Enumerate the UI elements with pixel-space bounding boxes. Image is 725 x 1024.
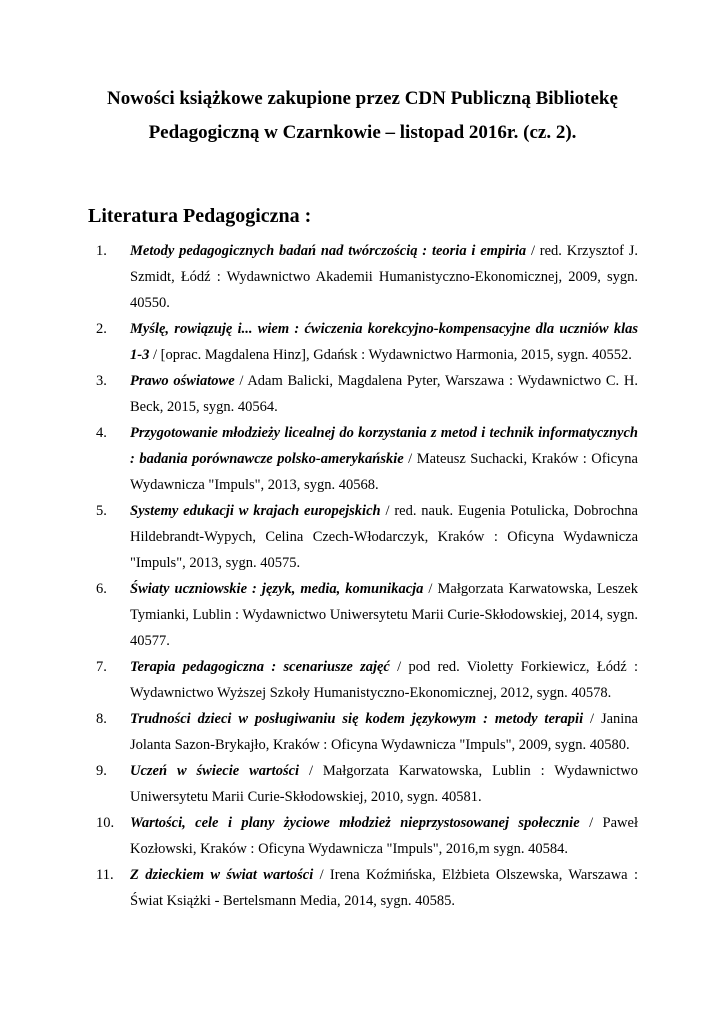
list-item [96,368,638,420]
book-list [96,238,638,914]
book-details: / pod red. Violetty Forkiewicz, Łódź : Wydawnictwo Wyższej Szkoły Humanistyczno-Ekonomicznej, 2012, sygn. 40578. [130,659,638,701]
item-number: 10. [96,815,115,831]
title-line-2: Pedagogiczną w Czarnkowie – listopad 2016r. (cz. 2). [148,122,577,143]
book-details: / Irena Koźmińska, Elżbieta Olszewska, Warszawa : Świat Książki - Bertelsmann Media, 2014, sygn. 40585. [130,867,638,909]
list-item [96,862,638,914]
book-title: Systemy edukacji w krajach europejskich [130,503,381,519]
item-number: 7. [96,659,107,675]
book-title: Prawo oświatowe [130,373,235,389]
book-title: Terapia pedagogiczna : scenariusze zajęć [130,659,390,675]
book-title: Przygotowanie młodzieży licealnej do korzystania z metod i technik informatycznych : badania porównawcze polsko-amerykańskie [130,425,638,467]
section-heading: Literatura Pedagogiczna : [88,205,312,227]
book-title: Wartości, cele i plany życiowe młodzież nieprzystosowanej społecznie [130,815,580,831]
item-number: 3. [96,373,107,389]
book-title: Uczeń w świecie wartości [130,763,300,779]
book-details: / Małgorzata Karwatowska, Lublin : Wydawnictwo Uniwersytetu Marii Curie-Skłodowskiej, 2010, sygn. 40581. [130,763,638,805]
book-title: Myślę, rowiązuję i... wiem : ćwiczenia korekcyjno-kompensacyjne dla uczniów klas 1-3 [130,321,638,363]
item-number: 5. [96,503,107,519]
item-number: 8. [96,711,107,727]
list-item [96,576,638,654]
item-number: 1. [96,243,107,259]
list-item [96,498,638,576]
list-item [96,706,638,758]
item-number: 4. [96,425,107,441]
book-details: / red. nauk. Eugenia Potulicka, Dobrochna Hildebrandt-Wypych, Celina Czech-Włodarczyk, Kraków : Oficyna Wydawnicza "Impuls", 2013, sygn. 40575. [130,503,638,571]
list-item [96,238,638,316]
page-title [40,82,685,150]
book-title: Z dzieckiem w świat wartości [130,867,314,883]
list-item [96,810,638,862]
book-details: / Adam Balicki, Magdalena Pyter, Warszawa : Wydawnictwo C. H. Beck, 2015, sygn. 40564. [130,373,638,415]
item-number: 2. [96,321,107,337]
item-number: 9. [96,763,107,779]
book-title: Trudności dzieci w posługiwaniu się kodem językowym : metody terapii [130,711,584,727]
book-details: / Małgorzata Karwatowska, Leszek Tymianki, Lublin : Wydawnictwo Uniwersytetu Marii Curie-Skłodowskiej, 2014, sygn. 40577. [130,581,638,649]
list-item [96,316,638,368]
book-details: / Mateusz Suchacki, Kraków : Oficyna Wydawnicza "Impuls", 2013, sygn. 40568. [130,451,638,493]
book-details: / red. Krzysztof J. Szmidt, Łódź : Wydawnictwo Akademii Humanistyczno-Ekonomicznej, 2009, sygn. 40550. [130,243,638,311]
book-details: / Janina Jolanta Sazon-Brykajło, Kraków : Oficyna Wydawnicza "Impuls", 2009, sygn. 40580. [130,711,638,753]
title-line-1: Nowości książkowe zakupione przez CDN Publiczną Bibliotekę [107,88,618,109]
book-title: Światy uczniowskie : język, media, komunikacja [130,581,424,597]
list-item [96,420,638,498]
book-title: Metody pedagogicznych badań nad twórczością : teoria i empiria [130,243,527,259]
item-number: 6. [96,581,107,597]
list-item [96,654,638,706]
item-number: 11. [96,867,114,883]
list-item [96,758,638,810]
book-details: / Paweł Kozłowski, Kraków : Oficyna Wydawnicza "Impuls", 2016,m sygn. 40584. [130,815,638,857]
book-details: / [oprac. Magdalena Hinz], Gdańsk : Wydawnictwo Harmonia, 2015, sygn. 40552. [149,347,632,363]
